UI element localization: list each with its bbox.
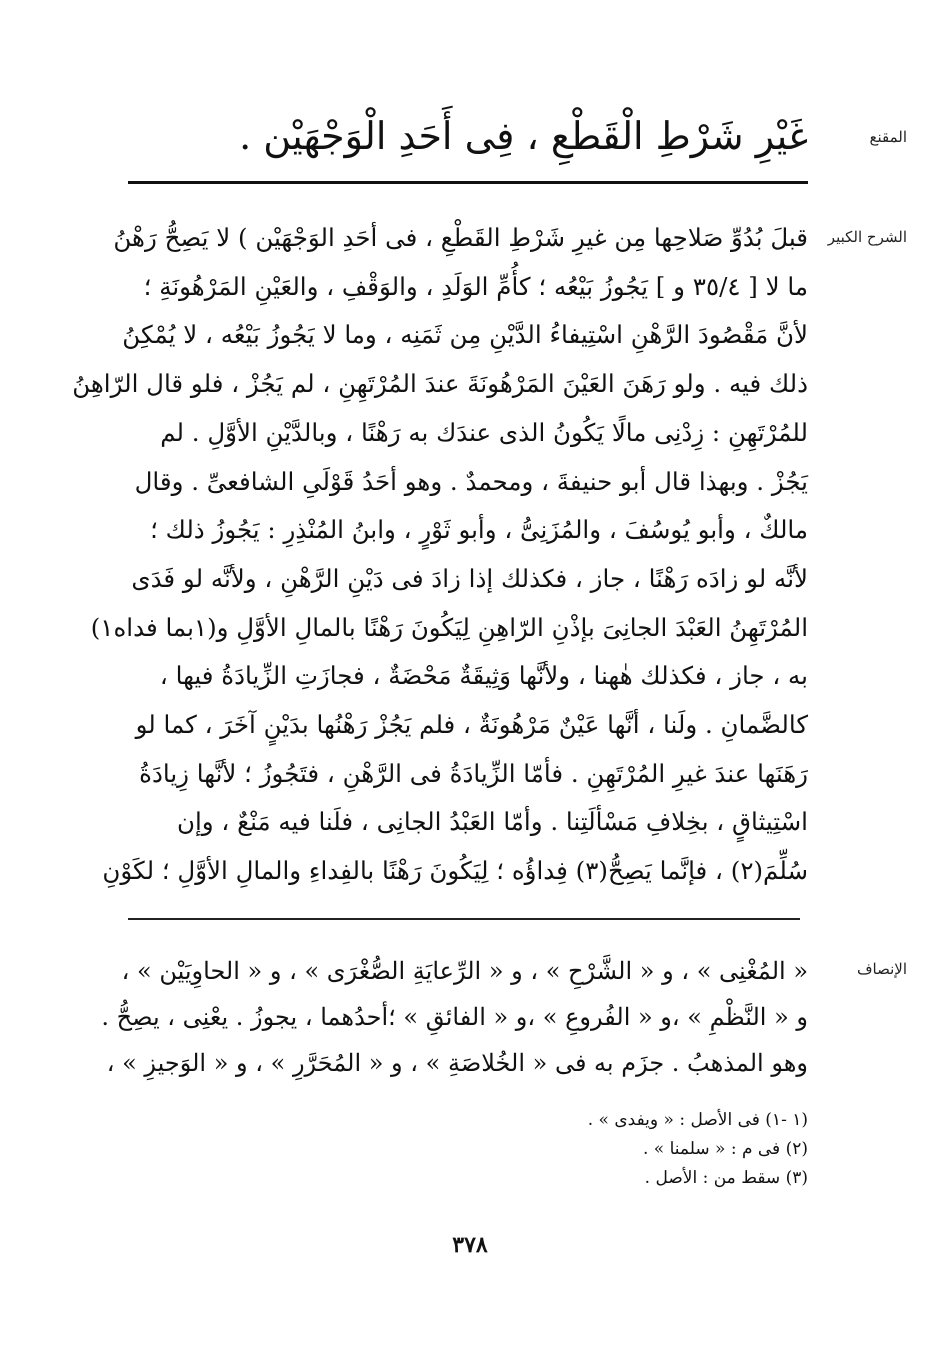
page-number: ٣٧٨ [452,1232,488,1258]
insaf-line: و « النَّظْمِ » ،و « الفُروعِ » ،و « الفائقِ » ؛أحدُهما ، يجوزُ . يعْنِى ، يصِحُّ . [101,1003,808,1031]
thick-divider [128,181,808,184]
footnotes [128,1106,808,1193]
sharh-line: للمُرْتَهِنِ : زِدْنِى مالًا يَكُونُ الذى عندَك به رَهْنًا ، وبالدَّيْنِ الأوَّلِ . لم [160,417,808,447]
insaf-section-label: الإنصاف [856,960,907,978]
sharh-line: قبلَ بُدُوِّ صَلاحِها مِن غيرِ شَرْطِ القَطْعِ ، فى أحَدِ الوَجْهَيْن ) لا يَصِحُّ رَهْنُ [113,223,808,252]
sharh-line: مالكٌ ، وأبو يُوسُفَ ، والمُزَنِىُّ ، وأبو ثَوْرٍ ، وابنُ المُنْذِرِ : يَجُوزُ ذلك ؛ [150,515,808,545]
sharh-line: به ، جاز ، فكذلك هٰهنا ، ولأنَّها وَثِيقَةٌ مَحْضَةٌ ، فجازَتِ الزِّيادَةُ فيها ، [159,661,808,691]
thin-divider [128,918,800,920]
sharh-line: ما لا [ ٣٥/٤ و ] يَجُوزُ بَيْعُه ؛ كأُمِّ الوَلَدِ ، والوَقْفِ ، والعَيْنِ المَرْهُونَةِ ؛ [143,271,808,301]
insaf-line: وهو المذهبُ . جزَم به فى « الخُلاصَةِ » ، و « المُحَرَّرِ » ، و « الوَجيزِ » ، [106,1049,808,1077]
muqni-section-label: المقنع [869,128,907,146]
sharh-line: ذلك فيه . ولو رَهَنَ العَيْنَ المَرْهُونَةَ عندَ المُرْتَهِنِ ، لم يَجُزْ ، فلو قال الرّاهِنُ [72,369,808,399]
footnote: (٣) سقط من : الأصل . [644,1168,808,1188]
sharh-line: سُلِّمَ(٢) ، فإنَّما يَصِحُّ(٣) فِداؤُه ؛ لِيَكُونَ رَهْنًا بالفِداءِ والمالِ الأوَّلِ ؛ لكَوْنِ [102,856,808,886]
sharh-line: لأنَّ مَقْصُودَ الرَّهْنِ اسْتِيفاءُ الدَّيْنِ مِن ثَمَنِه ، وما لا يَجُوزُ بَيْعُه ، لا يُمْكِنُ [122,320,808,350]
sharh-line: كالضَّمانِ . ولَنا ، أنَّها عَيْنٌ مَرْهُونَةٌ ، فلم يَجُزْ رَهْنُها بدَيْنٍ آخَرَ ، كما لو [135,710,808,740]
sharh-line: رَهَنَها عندَ غيرِ المُرْتَهِنِ . فأمّا الزِّيادَةُ فى الرَّهْنِ ، فتَجُوزُ ؛ لأنَّها زِيادَةُ [139,758,808,788]
sharh-text [72,214,808,896]
muqni-text: غَيْرِ شَرْطِ الْقَطْعِ ، فِى أَحَدِ الْوَجْهَيْن . [239,114,808,158]
sharh-line: يَجُزْ . وبهذا قال أبو حنيفةَ ، ومحمدٌ . وهو أحَدُ قَوْلَىِ الشافعىِّ . وقال [134,466,808,496]
sharh-line: اسْتِيثاقٍ ، بخِلافِ مَسْألَتِنا . وأمّا العَبْدُ الجانِى ، فلَنا فيه مَنْعٌ ، وإن [176,807,808,837]
sharh-line: المُرْتَهِنُ العَبْدَ الجانِىَ بإذْنِ الرّاهِنِ لِيَكُونَ رَهْنًا بالمالِ الأوَّلِ و(١بما فداه١) [90,612,808,642]
footnote: (٢) فى م : « سلمنا » . [642,1139,808,1159]
insaf-line: « المُغْنِى » ، و « الشَّرْحِ » ، و « الرِّعايَةِ الصُّغْرَى » ، و « الحاوِيَيْن » ، [121,957,808,985]
insaf-text [101,948,808,1086]
footnote: (١ -١) فى الأصل : « ويفدى » . [587,1110,808,1130]
sharh-line: لأنَّه لو زادَه رَهْنًا ، جاز ، فكذلك إذا زادَ فى دَيْنِ الرَّهْنِ ، ولأنَّه لو فَدَى [131,563,808,593]
sharh-section-label: الشرح الكبير [827,228,907,246]
